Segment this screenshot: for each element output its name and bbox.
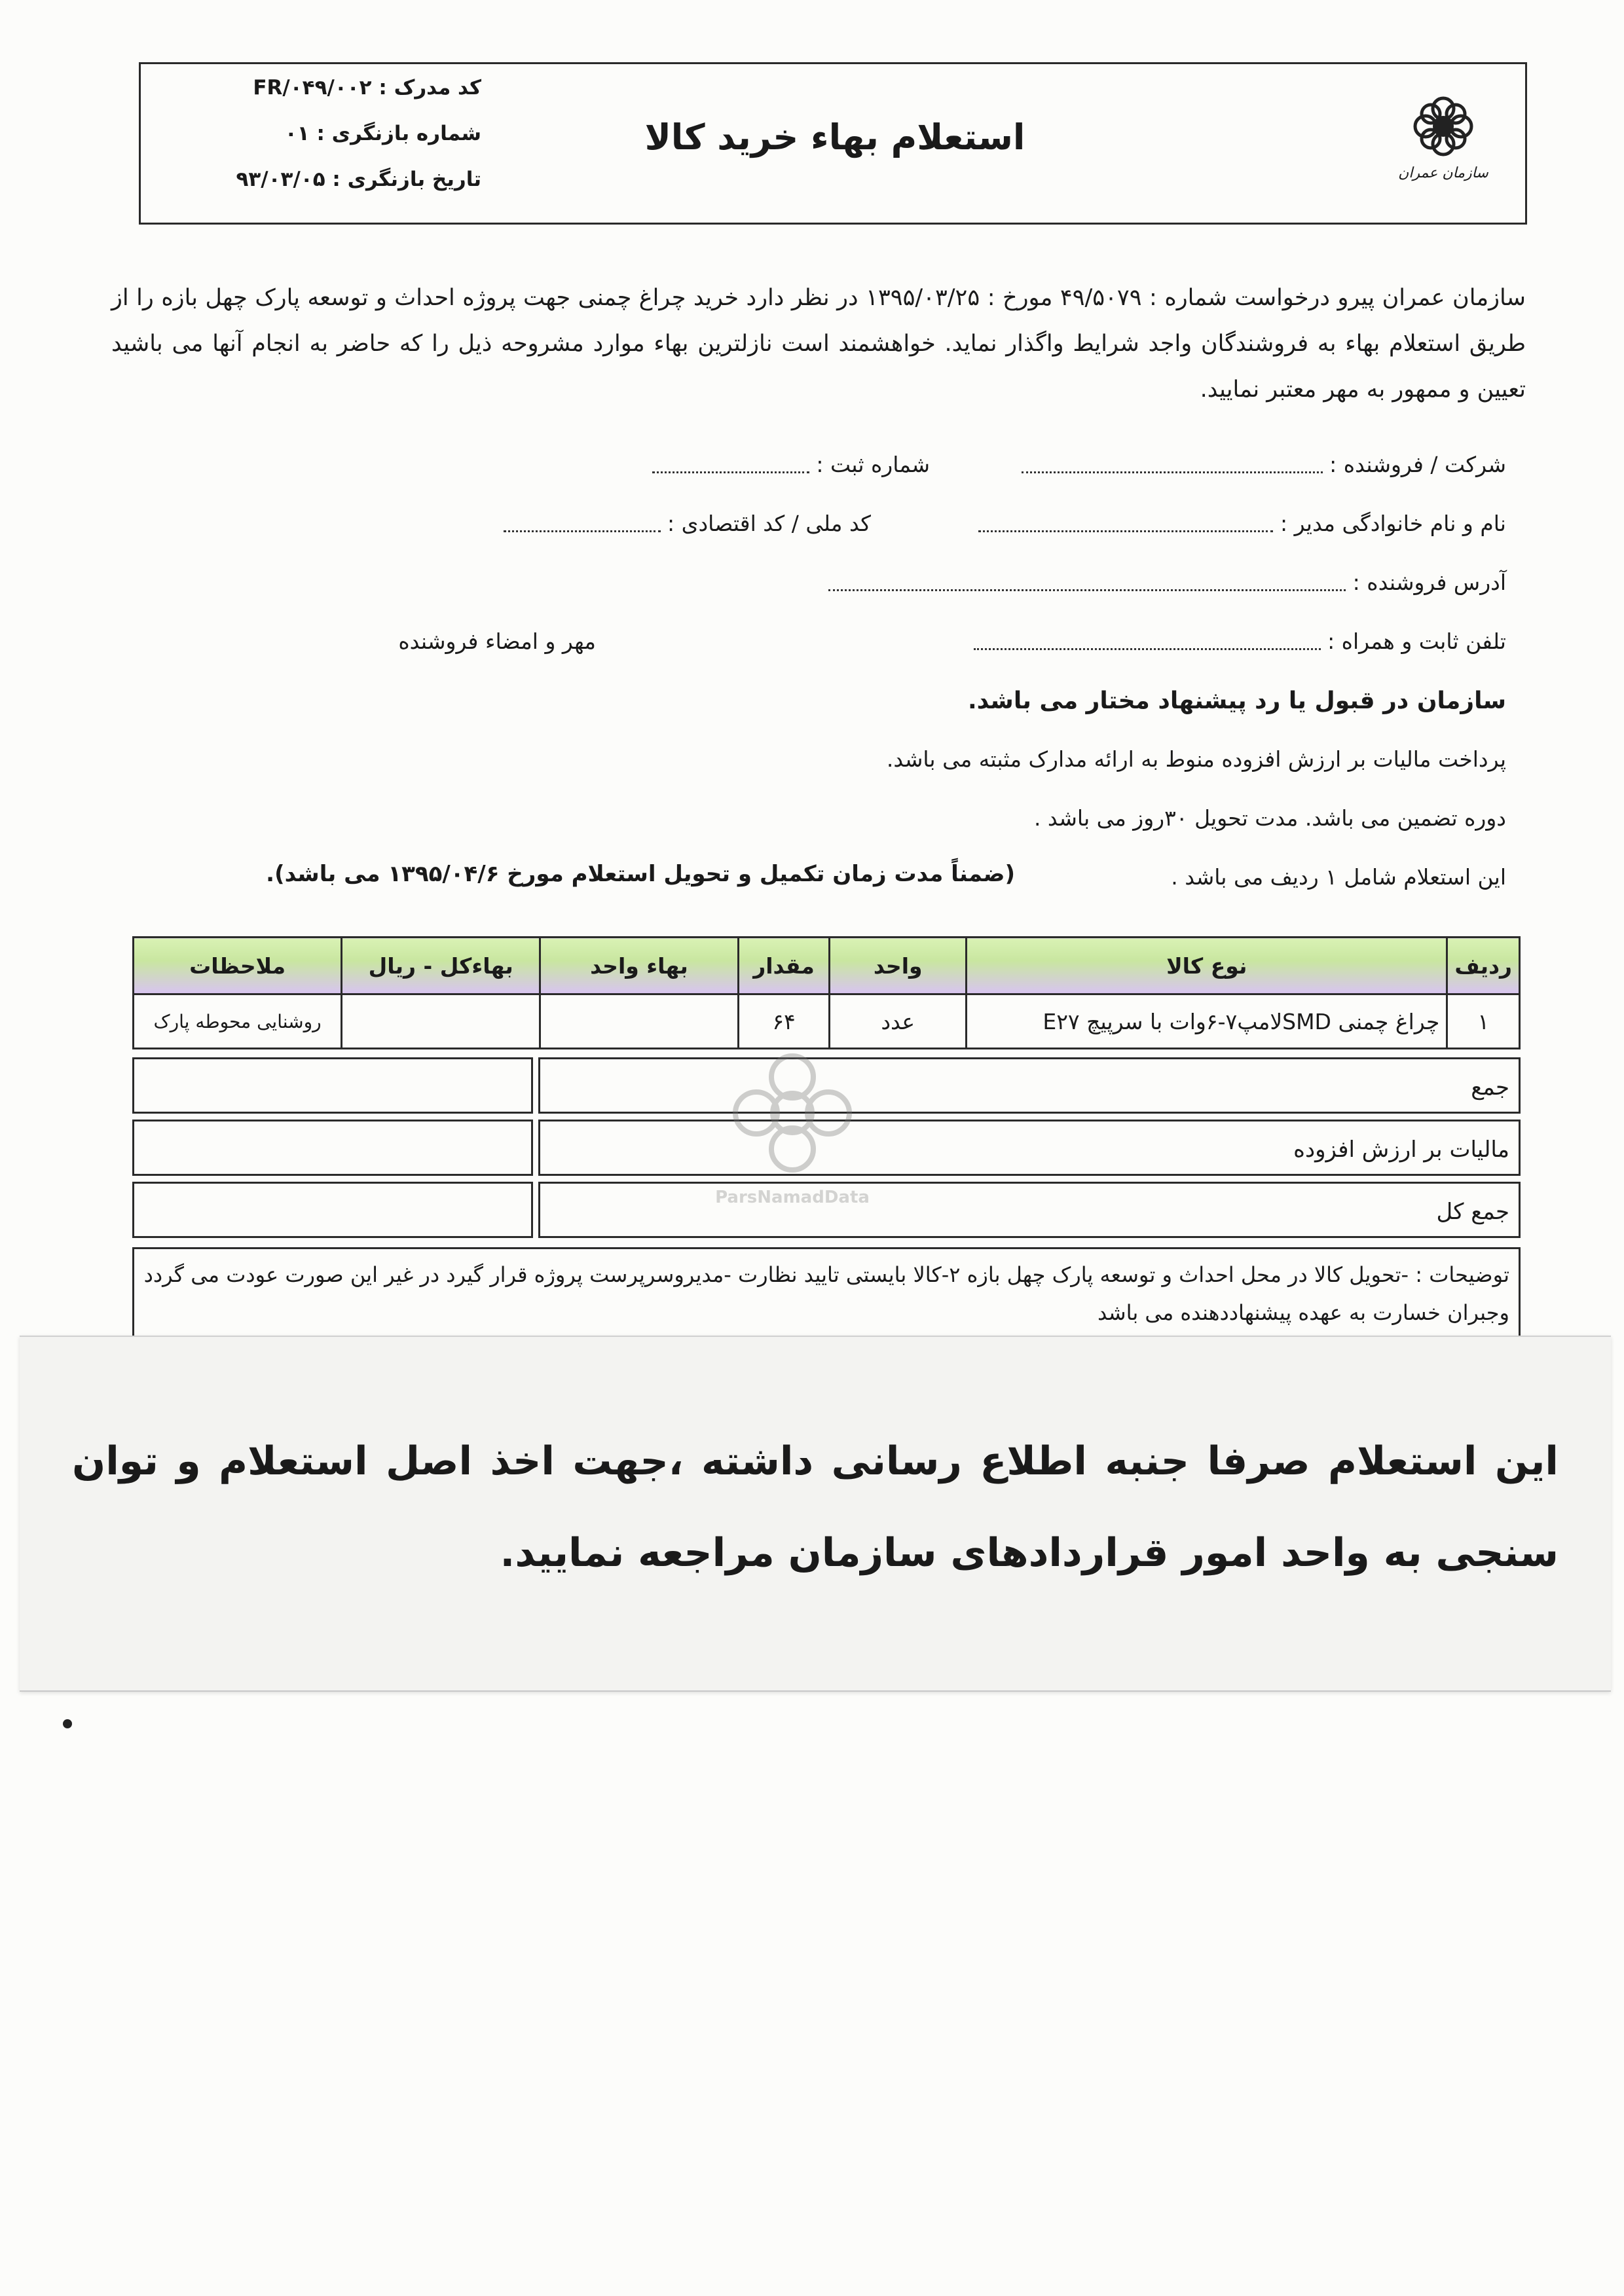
national-code-label: کد ملی / کد اقتصادی : <box>667 511 871 536</box>
rows-statement: این استعلام شامل ۱ ردیف می باشد . <box>1171 864 1506 890</box>
total-label: جمع کل <box>538 1182 1521 1238</box>
notice-text: این استعلام صرفا جنبه اطلاع رسانی داشته ،جهت اخذ اصل استعلام و توان سنجی به واحد امور قراردادهای سازمان مراجعه نمایید. <box>72 1438 1559 1576</box>
cell-remarks: روشنایی محوطه پارک <box>134 994 342 1049</box>
column-header-item-type: نوع کالا <box>967 938 1447 994</box>
cell-quantity: ۶۴ <box>738 994 830 1049</box>
seal-label: مهر و امضاء فروشنده <box>398 629 596 654</box>
cell-total-price[interactable] <box>342 994 540 1049</box>
items-table <box>132 936 1521 1049</box>
address-blank[interactable] <box>828 576 1346 591</box>
national-code-field <box>504 511 871 536</box>
cell-item-type: چراغ چمنی SMDلامپ۷-۶وات با سرپیچ E۲۷ <box>967 994 1447 1049</box>
watermark-flower-icon <box>720 1041 864 1185</box>
manager-field <box>978 511 1506 536</box>
revision-number: شماره بازنگری : ۰۱ <box>284 122 481 145</box>
sum-label: جمع <box>538 1057 1521 1114</box>
column-header-total-price: بهاءکل - ریال <box>342 938 540 994</box>
warranty-statement: دوره تضمین می باشد. مدت تحویل ۳۰روز می باشد . <box>1033 805 1506 831</box>
registration-blank[interactable] <box>652 458 809 473</box>
column-header-quantity: مقدار <box>738 938 830 994</box>
phone-label: تلفن ثابت و همراه : <box>1327 629 1506 654</box>
watermark-text: ParsNamadData <box>715 1188 870 1207</box>
notes-box: توضیحات : -تحویل کالا در محل احداث و توسعه پارک چهل بازه ۲-کالا بایستی تایید نظارت -مدیروسرپرست پروژه قرار گیرد در غیر این صورت عودت می گردد وجبران خسارت به عهده پیشنهاددهنده می باشد <box>132 1247 1521 1336</box>
authority-statement: سازمان در قبول یا رد پیشنهاد مختار می باشد. <box>967 687 1506 714</box>
cell-unit: عدد <box>830 994 967 1049</box>
vat-label: مالیات بر ارزش افزوده <box>538 1120 1521 1176</box>
manager-label: نام و نام خانوادگی مدیر : <box>1280 511 1506 536</box>
column-header-unit-price: بهاء واحد <box>540 938 739 994</box>
phone-field <box>974 629 1506 654</box>
total-value[interactable] <box>132 1182 533 1238</box>
address-field <box>828 570 1506 595</box>
vat-statement: پرداخت مالیات بر ارزش افزوده منوط به ارائه مدارک مثبته می باشد. <box>886 746 1506 772</box>
vat-value[interactable] <box>132 1120 533 1176</box>
document-header <box>139 62 1527 225</box>
registration-field <box>652 452 930 477</box>
deadline-statement: (ضمناً مدت زمان تکمیل و تحویل استعلام مورخ ۱۳۹۵/۰۴/۶ می باشد). <box>266 861 1015 887</box>
notice-slip <box>20 1336 1611 1692</box>
revision-date: تاریخ بازنگری : ۹۳/۰۳/۰۵ <box>236 168 481 191</box>
manager-blank[interactable] <box>978 517 1273 532</box>
stray-dot <box>63 1719 72 1728</box>
table-header-row <box>134 938 1520 994</box>
column-header-row-no: ردیف <box>1447 938 1520 994</box>
sum-value[interactable] <box>132 1057 533 1114</box>
company-blank[interactable] <box>1022 458 1323 473</box>
address-label: آدرس فروشنده : <box>1352 570 1506 595</box>
page-title: استعلام بهاء خرید کالا <box>644 117 1025 158</box>
intro-paragraph: سازمان عمران پیرو درخواست شماره : ۴۹/۵۰۷۹ مورخ : ۱۳۹۵/۰۳/۲۵ در نظر دارد خرید چراغ چمنی جهت پروژه احداث و توسعه پارک چهل بازه را از طریق استعلام بهاء به فروشندگان واجد شرایط واگذار نماید. خواهشمند است نازلترین بهاء موارد مشروحه ذیل را که حاضر به انجام آنها می باشید تعیین و ممهور به مهر معتبر نمایید. <box>111 285 1526 403</box>
phone-blank[interactable] <box>974 635 1321 650</box>
column-header-remarks: ملاحظات <box>134 938 342 994</box>
watermark-stamp <box>681 1041 904 1316</box>
registration-label: شماره ثبت : <box>816 452 930 477</box>
column-header-unit: واحد <box>830 938 967 994</box>
document-code: کد مدرک : FR/۰۴۹/۰۰۲ <box>253 76 481 100</box>
company-field <box>1022 452 1506 477</box>
company-label: شرکت / فروشنده : <box>1329 452 1506 477</box>
national-code-blank[interactable] <box>504 517 661 532</box>
cell-row-no: ۱ <box>1447 994 1520 1049</box>
logo-caption: سازمان عمران <box>1398 165 1488 181</box>
